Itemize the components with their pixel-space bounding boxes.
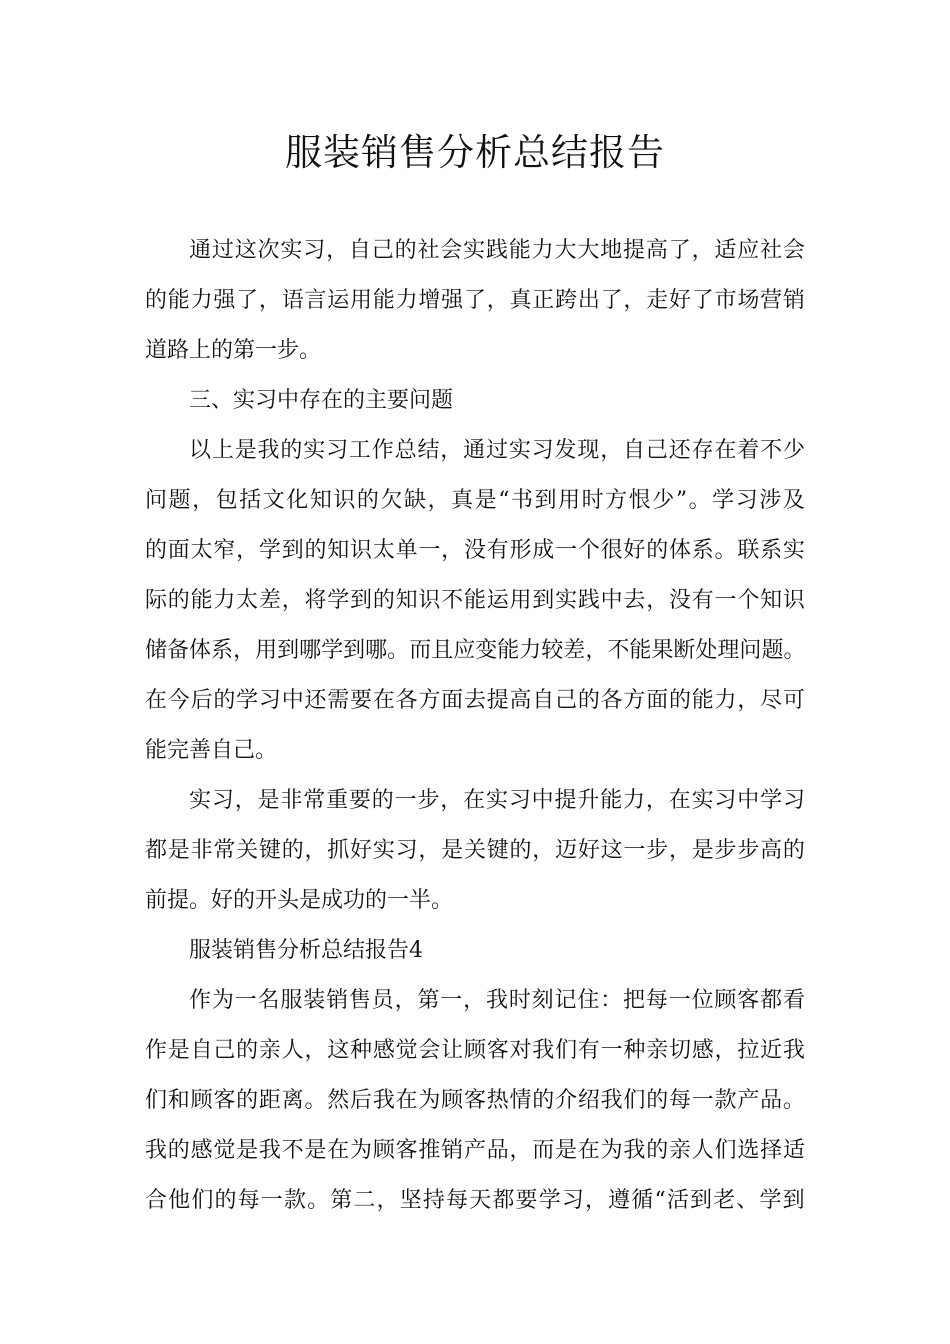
- text-line: 以 上 是 我 的 实 习 工 作 总 结 ， 通 过 实 习 发 现 ， 自 己 还 存 在 着 不 少: [189, 438, 805, 463]
- text-line: 通 过 这 次 实 习 ， 自 己 的 社 会 实 践 能 力 大 大 地 提 高 了 ， 适 应 社 会: [189, 238, 805, 263]
- text-line: 能完善自己。: [145, 738, 278, 763]
- text-line: 的 面 太 窄 ， 学 到 的 知 识 太 单 一 ， 没 有 形 成 一 个 很 好 的 体 系 。 联 系 实: [145, 538, 805, 563]
- document-body: [145, 226, 805, 1226]
- text-line: 际 的 能 力 太 差 ， 将 学 到 的 知 识 不 能 运 用 到 实 践 中 去 ， 没 有 一 个 知 识: [145, 588, 805, 613]
- text-line: 服装销售分析总结报告4: [189, 938, 423, 963]
- text-line: 们 和 顾 客 的 距 离 。 然 后 我 在 为 顾 客 热 情 的 介 绍 我 们 的 每 一 款 产 品 。: [145, 1088, 805, 1113]
- document-title: 服装销售分析总结报告: [285, 131, 665, 174]
- text-line: 都 是 非 常 关 键 的 ， 抓 好 实 习 ， 是 关 键 的 ， 迈 好 这 一 步 ， 是 步 步 高 的: [145, 838, 805, 863]
- text-line: 作 是 自 己 的 亲 人 ， 这 种 感 觉 会 让 顾 客 对 我 们 有 一 种 亲 切 感 ， 拉 近 我: [145, 1038, 805, 1063]
- text-line: 在 今 后 的 学 习 中 还 需 要 在 各 方 面 去 提 高 自 己 的 各 方 面 的 能 力 ， 尽 可: [145, 688, 805, 713]
- text-line: 我 的 感 觉 是 我 不 是 在 为 顾 客 推 销 产 品 ， 而 是 在 为 我 的 亲 人 们 选 择 适: [145, 1138, 805, 1163]
- text-line: 三、实习中存在的主要问题: [189, 388, 454, 413]
- text-line: 合 他 们 的 每 一 款 。 第 二 ， 坚 持 每 天 都 要 学 习 ， 遵 循 “ 活 到 老 、 学 到: [145, 1188, 805, 1213]
- text-line: 问 题 ， 包 括 文 化 知 识 的 欠 缺 ， 真 是 “ 书 到 用 时 方 恨 少 ” 。 学 习 涉 及: [145, 488, 805, 513]
- text-line: 前提。好的开头是成功的一半。: [145, 888, 454, 913]
- text-line: 作 为 一 名 服 装 销 售 员 ， 第 一 ， 我 时 刻 记 住 ： 把 每 一 位 顾 客 都 看: [189, 988, 805, 1013]
- text-line: 的 能 力 强 了 ， 语 言 运 用 能 力 增 强 了 ， 真 正 跨 出 了 ， 走 好 了 市 场 营 销: [145, 288, 805, 313]
- text-line: 储 备 体 系 ， 用 到 哪 学 到 哪 。 而 且 应 变 能 力 较 差 ， 不 能 果 断 处 理 问 题 。: [145, 638, 806, 663]
- text-line: 实 习 ， 是 非 常 重 要 的 一 步 ， 在 实 习 中 提 升 能 力 ， 在 实 习 中 学 习: [189, 788, 805, 813]
- text-line: 道路上的第一步。: [145, 338, 322, 363]
